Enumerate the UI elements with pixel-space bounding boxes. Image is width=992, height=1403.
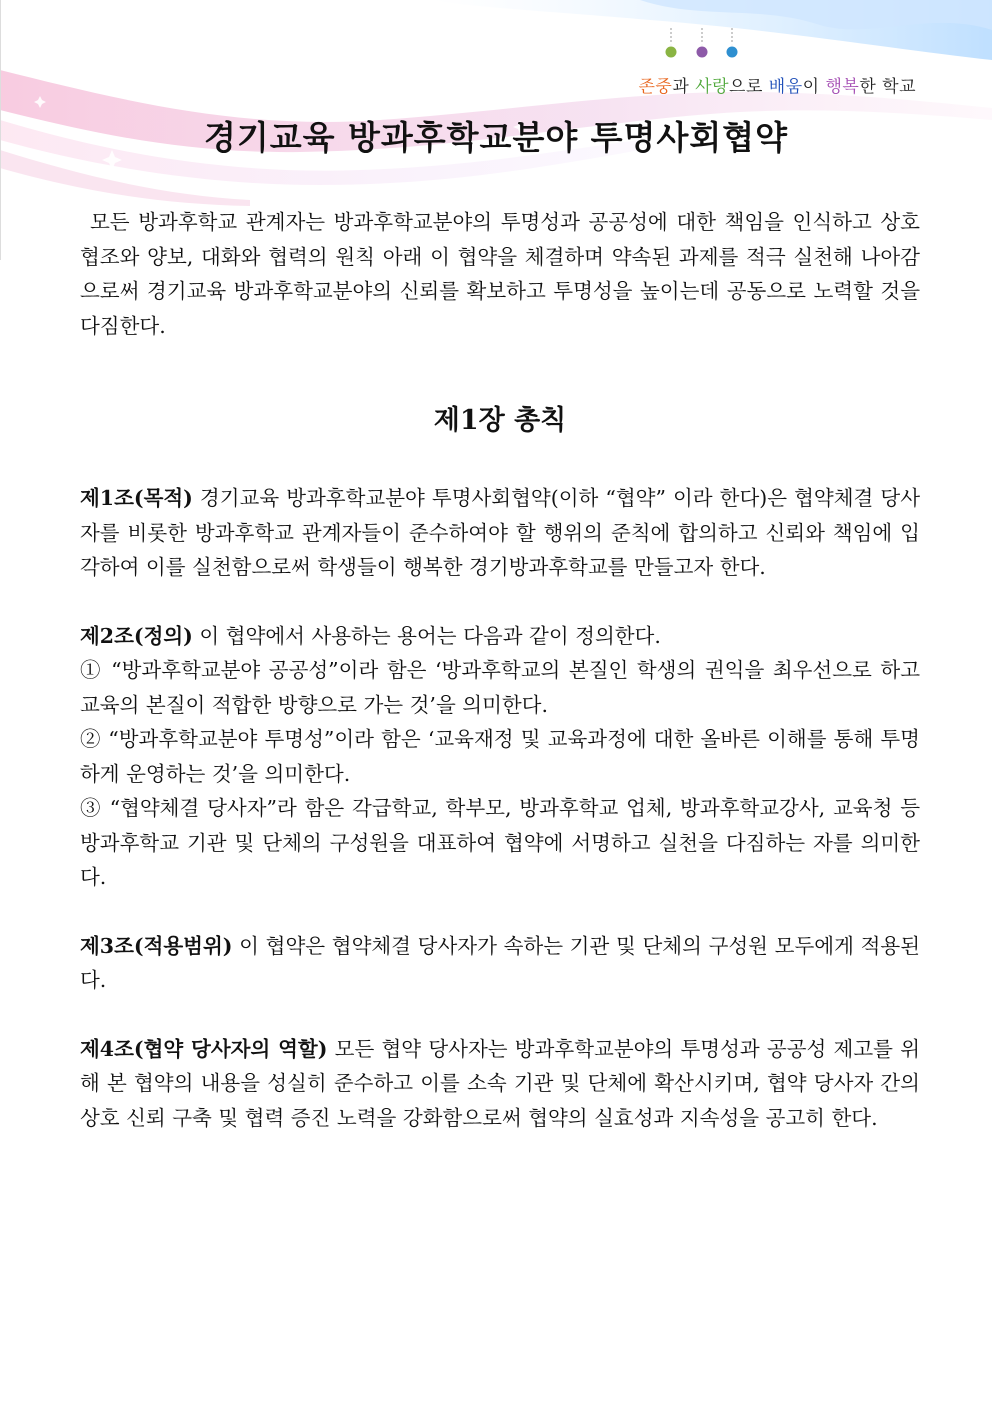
slogan-segment: 행복	[825, 77, 860, 97]
slogan-segment: 한 학교	[859, 77, 916, 97]
article-text	[80, 619, 920, 654]
ornament-dot-icon	[697, 47, 708, 58]
article-text	[80, 1032, 920, 1136]
slogan-segment: 으로	[729, 77, 769, 97]
article-body: 이 협약은 협약체결 당사자가 속하는 기관 및 단체의 구성원 모두에게 적용된다.	[80, 933, 920, 992]
ornament-dot-icon	[666, 47, 677, 58]
slogan-segment: 이	[802, 77, 826, 97]
article-body: 이 협약에서 사용하는 용어는 다음과 같이 정의한다.	[192, 623, 661, 648]
article	[80, 481, 920, 585]
article-body: 모든 협약 당사자는 방과후학교분야의 투명성과 공공성 제고를 위해 본 협약의 내용을 성실히 준수하고 이를 소속 기관 및 단체에 확산시키며, 협약 당사자 간의 상호 신뢰 구축 및 협력 증진 노력을 강화함으로써 협약의 실효성과 지속성을 공고히 한다.	[80, 1036, 921, 1130]
article	[80, 1032, 920, 1136]
article-text	[80, 929, 920, 998]
article-heading: 제2조(정의)	[80, 623, 193, 648]
school-slogan	[638, 72, 916, 97]
article-body: 경기교육 방과후학교분야 투명사회협약(이하 “협약” 이라 한다)은 협약체결 당사자를 비롯한 방과후학교 관계자들이 준수하여야 할 행위의 준칙에 합의하고 신뢰와 책임에 입각하여 이를 실천함으로써 학생들이 행복한 경기방과후학교를 만들고자 한다.	[80, 486, 920, 579]
slogan-segment: 배움	[768, 77, 803, 97]
article-text	[80, 481, 920, 585]
article-heading: 제1조(목적)	[80, 486, 193, 510]
definition-item: ② “방과후학교분야 투명성”이라 함은 ‘교육재정 및 교육과정에 대한 올바른 이해를 통해 투명하게 운영하는 것’을 의미한다.	[80, 727, 920, 786]
article	[80, 619, 920, 895]
chapter-heading: 제1장 총칙	[433, 405, 567, 436]
document-body	[80, 205, 920, 1169]
slogan-segment: 사랑	[695, 77, 730, 97]
article	[80, 929, 920, 998]
article-heading: 제3조(적용범위)	[80, 933, 233, 958]
definition-item: ① “방과후학교분야 공공성”이라 함은 ‘방과후학교의 본질인 학생의 권익을 최우선으로 하고 교육의 본질이 적합한 방향으로 가는 것’을 의미한다.	[80, 658, 920, 717]
ornament-dot-icon	[727, 47, 738, 58]
document-title: 경기교육 방과후학교분야 투명사회협약	[204, 118, 788, 157]
definition-item: ③ “협약체결 당사자”라 함은 각급학교, 학부모, 방과후학교 업체, 방과후학교강사, 교육청 등 방과후학교 기관 및 단체의 구성원을 대표하여 협약에 서명하고 실천을 다짐하는 자를 의미한다.	[80, 796, 920, 889]
preamble-paragraph: 모든 방과후학교 관계자는 방과후학교분야의 투명성과 공공성에 대한 책임을 인식하고 상호 협조와 양보, 대화와 협력의 원칙 아래 이 협약을 체결하며 약속된 과제를 적극 실천해 나아감으로써 경기교육 방과후학교분야의 신뢰를 확보하고 투명성을 높이는데 공동으로 노력할 것을 다짐한다.	[80, 210, 920, 338]
slogan-segment: 과	[672, 77, 696, 97]
article-heading: 제4조(협약 당사자의 역할)	[80, 1036, 328, 1061]
slogan-segment: 존중	[638, 77, 673, 97]
